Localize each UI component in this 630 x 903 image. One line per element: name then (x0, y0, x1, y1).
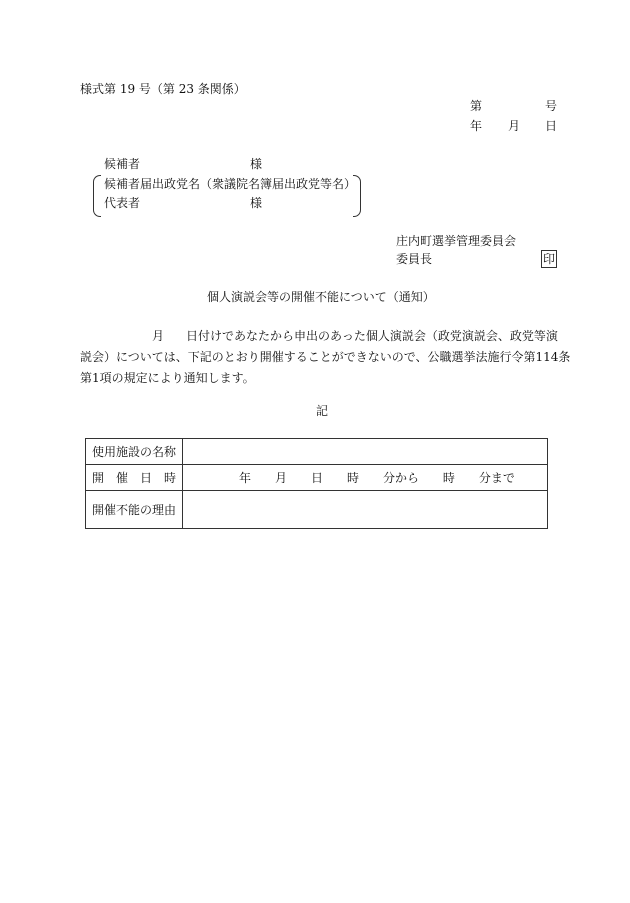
datetime-label: 開 催 日 時 (86, 465, 183, 491)
seal-text: 印 (543, 252, 556, 266)
addressee-representative-honorific: 様 (250, 196, 263, 210)
sender-organization: 庄内町選挙管理委員会 (396, 234, 517, 248)
date-year: 年 (470, 119, 483, 133)
body-line-1-rest: 日付けであなたから申出のあった個人演説会（政党演説会、政党等演 (186, 329, 558, 343)
left-bracket (93, 175, 101, 217)
date-day: 日 (545, 119, 558, 133)
body-paragraph (80, 326, 572, 389)
doc-number-prefix: 第 (470, 99, 483, 113)
body-line-3: 第1項の規定により通知します。 (80, 371, 255, 385)
date-month: 月 (508, 119, 521, 133)
document-title: 個人演説会等の開催不能について（通知） (207, 290, 435, 304)
seal-mark (541, 250, 557, 268)
body-month: 月 (152, 329, 165, 343)
unit-year: 年 (239, 470, 252, 485)
unit-minute-from: 分から (382, 470, 419, 485)
table-row-reason (86, 491, 548, 529)
addressee-party-label: 候補者届出政党名（衆議院名簿届出政党等名） (104, 177, 357, 191)
details-table (85, 438, 548, 529)
facility-name-value (183, 439, 548, 465)
facility-name-label: 使用施設の名称 (86, 439, 183, 465)
ki-heading: 記 (316, 404, 329, 418)
datetime-units (189, 472, 541, 484)
reason-value (183, 491, 548, 529)
unit-hour-start: 時 (346, 470, 359, 485)
table-row-facility (86, 439, 548, 465)
unit-minute-until: 分まで (478, 470, 515, 485)
body-line-1 (80, 326, 572, 347)
reason-label: 開催不能の理由 (86, 491, 183, 529)
addressee-candidate-label: 候補者 (104, 157, 141, 171)
unit-day: 日 (310, 470, 323, 485)
unit-month: 月 (274, 470, 287, 485)
datetime-value (183, 465, 548, 491)
addressee-representative-label: 代表者 (104, 196, 141, 210)
addressee-candidate-honorific: 様 (250, 157, 263, 171)
sender-title: 委員長 (396, 252, 433, 266)
table-row-datetime (86, 465, 548, 491)
form-number: 様式第 19 号（第 23 条関係） (80, 82, 246, 96)
unit-hour-end: 時 (442, 470, 455, 485)
right-bracket (353, 175, 361, 217)
doc-number-suffix: 号 (545, 99, 558, 113)
body-line-2: 説会）については、下記のとおり開催することができないので、公職選挙法施行令第114条 (80, 350, 571, 364)
